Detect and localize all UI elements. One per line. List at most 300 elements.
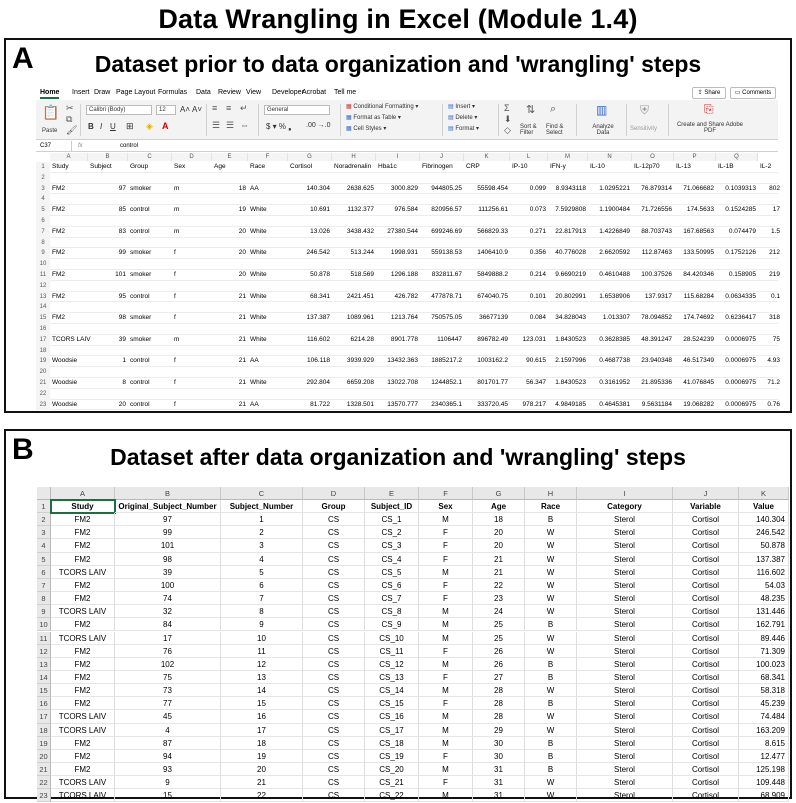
comments-button[interactable] [730, 87, 776, 99]
increase-font-icon[interactable]: A˄ [180, 105, 191, 114]
table-cell[interactable]: 137.9317 [644, 292, 672, 300]
header-cell[interactable]: Noradrenalin [334, 163, 372, 170]
table-cell[interactable]: Sterol [577, 526, 673, 539]
font-color-icon[interactable]: A [162, 121, 169, 131]
column-header[interactable]: K [739, 487, 789, 500]
table-cell[interactable]: Sterol [577, 737, 673, 750]
table-cell[interactable]: M [419, 789, 473, 802]
table-cell[interactable]: control [130, 379, 150, 386]
table-cell[interactable]: 20.802991 [555, 292, 586, 300]
table-cell[interactable]: 4 [221, 553, 303, 566]
table-cell[interactable]: 20 [473, 526, 525, 539]
column-header[interactable]: I [376, 153, 420, 161]
table-cell[interactable]: 674040.75 [477, 292, 508, 300]
row-header[interactable]: 12 [36, 281, 50, 292]
table-cell[interactable]: 1.013307 [602, 314, 630, 322]
cut-icon[interactable]: ✂ [66, 103, 74, 113]
table-cell[interactable]: Cortisol [673, 513, 739, 526]
table-cell[interactable]: control [130, 292, 150, 300]
table-cell[interactable]: 0.214 [529, 271, 546, 278]
table-cell[interactable]: 1.8430523 [555, 379, 586, 386]
row-header[interactable]: 21 [37, 763, 51, 776]
table-cell[interactable]: 1296.188 [390, 271, 418, 278]
table-cell[interactable]: 98 [118, 314, 126, 322]
table-cell[interactable]: Cortisol [673, 539, 739, 552]
header-cell[interactable]: IP-10 [512, 163, 528, 170]
column-header[interactable]: B [88, 153, 128, 161]
table-cell[interactable]: 94 [115, 750, 221, 763]
table-cell[interactable]: 131.446 [739, 605, 789, 618]
column-header[interactable]: G [473, 487, 525, 500]
sort-filter-icon[interactable]: ⇅ [526, 104, 536, 116]
table-cell[interactable]: CS_20 [365, 763, 419, 776]
ribbon-tab-insert[interactable]: Insert [72, 89, 90, 96]
table-cell[interactable]: 318 [769, 314, 780, 322]
row-header[interactable]: 10 [36, 259, 50, 270]
align-middle-icon[interactable]: ≡ [226, 103, 232, 113]
row-header[interactable]: 23 [37, 789, 51, 802]
table-cell[interactable]: 1.4226849 [599, 227, 630, 235]
table-cell[interactable]: 0.3628385 [599, 335, 630, 343]
column-header[interactable]: P [674, 153, 716, 161]
table-cell[interactable]: 6659.208 [346, 379, 374, 386]
table-cell[interactable]: CS [303, 592, 365, 605]
table-cell[interactable]: Sterol [577, 513, 673, 526]
table-cell[interactable]: Cortisol [673, 566, 739, 579]
header-cell[interactable]: Variable [673, 500, 739, 513]
table-cell[interactable]: 0.3161952 [599, 379, 630, 386]
table-cell[interactable]: FM2 [52, 271, 65, 278]
table-cell[interactable]: B [525, 658, 577, 671]
header-cell[interactable]: Study [51, 500, 115, 513]
table-cell[interactable]: smoker [130, 271, 152, 278]
table-cell[interactable]: 89.446 [739, 632, 789, 645]
align-left-icon[interactable]: ☰ [212, 120, 221, 130]
table-cell[interactable]: 2638.625 [346, 184, 374, 192]
analyze-data-label[interactable]: Analyze Data [592, 124, 614, 136]
header-cell[interactable]: Age [214, 163, 226, 170]
table-cell[interactable]: 102 [115, 658, 221, 671]
table-cell[interactable]: 246.542 [739, 526, 789, 539]
table-cell[interactable]: W [525, 579, 577, 592]
table-cell[interactable]: F [419, 579, 473, 592]
table-cell[interactable]: F [419, 697, 473, 710]
table-cell[interactable]: 0.76 [767, 400, 780, 408]
table-cell[interactable]: 16 [221, 710, 303, 723]
table-cell[interactable]: 18 [238, 184, 246, 192]
table-cell[interactable]: 28.524239 [683, 335, 714, 343]
row-header[interactable]: 4 [36, 194, 50, 205]
table-cell[interactable]: 18 [221, 737, 303, 750]
table-cell[interactable]: Sterol [577, 645, 673, 658]
table-cell[interactable]: 21 [473, 553, 525, 566]
table-cell[interactable]: W [525, 684, 577, 697]
header-cell[interactable]: IL-10 [590, 163, 605, 170]
wrap-text-icon[interactable]: ↵ [240, 103, 248, 113]
table-cell[interactable]: W [525, 632, 577, 645]
row-header[interactable]: 18 [36, 346, 50, 357]
table-cell[interactable]: 21 [238, 292, 246, 300]
column-header[interactable]: M [548, 153, 588, 161]
table-cell[interactable]: 13022.708 [387, 379, 418, 386]
ribbon-tab-page-layout[interactable]: Page Layout [116, 89, 156, 96]
table-cell[interactable]: 75 [772, 335, 780, 343]
table-cell[interactable]: 21 [221, 776, 303, 789]
table-cell[interactable]: Cortisol [673, 645, 739, 658]
table-cell[interactable]: W [525, 526, 577, 539]
row-header[interactable]: 12 [37, 645, 51, 658]
table-cell[interactable]: smoker [130, 249, 152, 257]
table-cell[interactable]: CS_6 [365, 579, 419, 592]
table-cell[interactable]: smoker [130, 335, 152, 343]
column-header[interactable]: H [332, 153, 376, 161]
underline-icon[interactable]: U [110, 122, 116, 131]
table-cell[interactable]: FM2 [51, 750, 115, 763]
table-cell[interactable]: 68.341 [310, 292, 330, 300]
table-cell[interactable]: f [174, 249, 176, 257]
table-cell[interactable]: Sterol [577, 592, 673, 605]
table-cell[interactable]: CS [303, 776, 365, 789]
column-header[interactable]: F [248, 153, 288, 161]
table-cell[interactable]: Cortisol [673, 579, 739, 592]
table-cell[interactable]: White [250, 379, 267, 386]
column-header[interactable]: N [588, 153, 632, 161]
table-cell[interactable]: CS [303, 539, 365, 552]
table-cell[interactable]: 77 [115, 697, 221, 710]
table-cell[interactable]: 21.895336 [641, 379, 672, 386]
table-cell[interactable]: M [419, 684, 473, 697]
table-cell[interactable]: 0.0006975 [725, 335, 756, 343]
table-cell[interactable]: 100.37526 [641, 271, 672, 278]
table-cell[interactable]: M [419, 658, 473, 671]
table-cell[interactable]: 1.0295221 [599, 184, 630, 192]
table-cell[interactable]: 48.235 [739, 592, 789, 605]
table-cell[interactable]: 9.5631184 [641, 400, 672, 408]
table-cell[interactable]: CS [303, 789, 365, 802]
table-cell[interactable]: Sterol [577, 605, 673, 618]
table-cell[interactable]: FM2 [52, 206, 65, 214]
table-cell[interactable]: 1213.764 [390, 314, 418, 322]
table-cell[interactable]: 76 [115, 645, 221, 658]
table-cell[interactable]: Sterol [577, 789, 673, 802]
table-cell[interactable]: F [419, 592, 473, 605]
table-cell[interactable]: M [419, 566, 473, 579]
column-header[interactable]: I [577, 487, 673, 500]
table-cell[interactable]: White [250, 227, 267, 235]
table-cell[interactable]: 162.791 [739, 618, 789, 631]
table-cell[interactable]: 0.1039313 [725, 184, 756, 192]
row-header[interactable]: 9 [37, 605, 51, 618]
table-cell[interactable]: CS [303, 724, 365, 737]
table-cell[interactable]: Sterol [577, 750, 673, 763]
table-cell[interactable]: 0.158905 [728, 271, 756, 278]
font-size-select[interactable]: 12 [156, 105, 176, 115]
table-cell[interactable]: 25 [473, 618, 525, 631]
ribbon-tab-developer[interactable]: Developer [272, 89, 304, 96]
table-cell[interactable]: 32 [115, 605, 221, 618]
table-cell[interactable]: M [419, 605, 473, 618]
sensitivity-icon[interactable]: ⛨ [640, 103, 650, 117]
table-cell[interactable]: 115.68284 [683, 292, 714, 300]
table-cell[interactable]: White [250, 292, 267, 300]
table-cell[interactable]: 58.318 [739, 684, 789, 697]
table-cell[interactable]: m [174, 206, 180, 214]
table-cell[interactable]: 6 [221, 579, 303, 592]
table-cell[interactable]: 0.6236417 [725, 314, 756, 322]
table-cell[interactable]: Cortisol [673, 618, 739, 631]
table-cell[interactable]: 31 [473, 789, 525, 802]
table-cell[interactable]: 832811.67 [431, 271, 462, 278]
table-cell[interactable]: 0.356 [529, 249, 546, 257]
table-cell[interactable]: Cortisol [673, 605, 739, 618]
row-header[interactable]: 19 [36, 356, 50, 367]
table-cell[interactable]: 23 [473, 592, 525, 605]
table-cell[interactable]: CS_3 [365, 539, 419, 552]
table-cell[interactable]: 0.1524285 [725, 206, 756, 214]
table-cell[interactable]: 896782.49 [477, 335, 508, 343]
table-cell[interactable]: B [525, 513, 577, 526]
table-cell[interactable]: 1.5 [770, 227, 780, 235]
table-cell[interactable]: F [419, 645, 473, 658]
table-cell[interactable]: 802 [769, 184, 780, 192]
table-cell[interactable]: 1.6538906 [599, 292, 630, 300]
row-header[interactable]: 11 [36, 270, 50, 281]
table-cell[interactable]: 566829.33 [477, 227, 508, 235]
row-header[interactable]: 22 [36, 389, 50, 400]
table-cell[interactable]: White [250, 335, 267, 343]
table-cell[interactable]: 109.448 [739, 776, 789, 789]
table-cell[interactable]: 81.722 [310, 400, 330, 408]
table-cell[interactable]: 9 [115, 776, 221, 789]
ribbon-tab-review[interactable]: Review [218, 89, 241, 96]
table-cell[interactable]: Sterol [577, 763, 673, 776]
table-cell[interactable]: 6214.28 [350, 335, 374, 343]
table-cell[interactable]: CS [303, 632, 365, 645]
table-cell[interactable]: Cortisol [673, 671, 739, 684]
table-cell[interactable]: 27380.544 [387, 227, 418, 235]
row-header[interactable]: 11 [37, 632, 51, 645]
table-cell[interactable]: 1 [122, 357, 126, 365]
table-cell[interactable]: TCORS LAIV [51, 605, 115, 618]
table-cell[interactable]: CS [303, 579, 365, 592]
table-cell[interactable]: Sterol [577, 553, 673, 566]
copy-icon[interactable]: ⧉ [66, 114, 73, 124]
table-cell[interactable]: 0.1 [770, 292, 780, 300]
table-cell[interactable]: 944805.25 [431, 184, 462, 192]
row-header[interactable]: 6 [37, 566, 51, 579]
row-header[interactable]: 3 [37, 526, 51, 539]
table-cell[interactable]: CS [303, 526, 365, 539]
table-cell[interactable]: White [250, 206, 267, 214]
header-cell[interactable]: Study [52, 163, 69, 170]
table-cell[interactable]: Cortisol [673, 776, 739, 789]
table-cell[interactable]: 333720.45 [477, 400, 508, 408]
table-cell[interactable]: Cortisol [673, 750, 739, 763]
table-cell[interactable]: W [525, 553, 577, 566]
table-cell[interactable]: m [174, 227, 180, 235]
table-cell[interactable]: 39 [118, 335, 126, 343]
table-cell[interactable]: FM2 [51, 526, 115, 539]
table-cell[interactable]: Cortisol [673, 658, 739, 671]
table-cell[interactable]: W [525, 724, 577, 737]
table-cell[interactable]: Sterol [577, 710, 673, 723]
find-select-icon[interactable]: ⌕ [550, 103, 557, 115]
table-cell[interactable]: W [525, 605, 577, 618]
header-cell[interactable]: Group [303, 500, 365, 513]
row-header[interactable]: 17 [36, 335, 50, 346]
header-cell[interactable]: IFN-y [550, 163, 566, 170]
table-cell[interactable]: Cortisol [673, 632, 739, 645]
table-cell[interactable]: 137.387 [306, 314, 330, 322]
table-cell[interactable]: 20 [238, 249, 246, 257]
table-cell[interactable]: Cortisol [673, 710, 739, 723]
table-cell[interactable]: 125.198 [739, 763, 789, 776]
table-cell[interactable]: 71.726556 [641, 206, 672, 214]
ribbon-tab-formulas[interactable]: Formulas [158, 89, 188, 96]
sort-filter-label[interactable]: Sort & Filter [520, 124, 537, 136]
table-cell[interactable]: FM2 [51, 579, 115, 592]
table-cell[interactable]: W [525, 710, 577, 723]
format-as-table-button[interactable]: ▦ Format as Table ▾ [346, 115, 401, 121]
table-cell[interactable]: W [525, 566, 577, 579]
table-cell[interactable]: 27 [473, 671, 525, 684]
column-header[interactable]: F [419, 487, 473, 500]
column-header[interactable]: B [115, 487, 221, 500]
table-cell[interactable]: B [525, 737, 577, 750]
table-cell[interactable]: 20 [221, 763, 303, 776]
table-cell[interactable]: 116.602 [739, 566, 789, 579]
table-cell[interactable]: 23.940348 [641, 357, 672, 365]
row-header[interactable]: 21 [36, 378, 50, 389]
table-cell[interactable]: FM2 [51, 553, 115, 566]
table-cell[interactable]: 1089.961 [346, 314, 374, 322]
table-cell[interactable]: CS_18 [365, 737, 419, 750]
table-cell[interactable]: Woodsie [52, 400, 78, 408]
table-cell[interactable]: 699246.69 [431, 227, 462, 235]
table-cell[interactable]: Woodsie [52, 379, 78, 386]
table-cell[interactable]: 71.309 [739, 645, 789, 658]
font-name-select[interactable]: Calibri (Body) [86, 105, 152, 115]
table-cell[interactable]: 1244852.1 [431, 379, 462, 386]
table-cell[interactable]: 85 [118, 206, 126, 214]
table-cell[interactable]: 801701.77 [477, 379, 508, 386]
column-header[interactable]: L [510, 153, 548, 161]
table-cell[interactable]: 21 [473, 566, 525, 579]
table-cell[interactable]: 78.094852 [641, 314, 672, 322]
table-cell[interactable]: f [174, 400, 176, 408]
header-cell[interactable]: Sex [174, 163, 186, 170]
formula-input[interactable]: control [120, 143, 139, 149]
table-cell[interactable]: TCORS LAIV [51, 566, 115, 579]
header-cell[interactable]: Cortisol [290, 163, 313, 170]
name-box[interactable]: C37 [38, 141, 72, 151]
table-cell[interactable]: B [525, 671, 577, 684]
table-cell[interactable]: 48.391247 [641, 335, 672, 343]
table-cell[interactable]: CS_11 [365, 645, 419, 658]
table-cell[interactable]: 21 [238, 314, 246, 322]
table-cell[interactable]: m [174, 184, 180, 192]
table-cell[interactable]: 8 [122, 379, 126, 386]
column-header[interactable]: J [420, 153, 464, 161]
table-cell[interactable]: 90.615 [526, 357, 546, 365]
table-cell[interactable]: control [130, 206, 150, 214]
table-cell[interactable]: 84 [115, 618, 221, 631]
insert-button[interactable]: ▤ Insert ▾ [448, 104, 476, 110]
table-cell[interactable]: 83 [118, 227, 126, 235]
table-cell[interactable]: TCORS LAIV [51, 724, 115, 737]
table-cell[interactable]: Cortisol [673, 737, 739, 750]
header-cell[interactable]: Original_Subject_Number [115, 500, 221, 513]
table-cell[interactable]: 1998.931 [390, 249, 418, 257]
table-cell[interactable]: 20 [238, 227, 246, 235]
table-cell[interactable]: f [174, 357, 176, 365]
row-header[interactable]: 22 [37, 776, 51, 789]
table-cell[interactable]: 55598.454 [477, 184, 508, 192]
table-cell[interactable]: 15 [115, 789, 221, 802]
table-cell[interactable]: Cortisol [673, 592, 739, 605]
table-cell[interactable]: 41.076845 [683, 379, 714, 386]
table-cell[interactable]: m [174, 335, 180, 343]
table-cell[interactable]: TCORS LAIV [51, 710, 115, 723]
column-header[interactable]: G [288, 153, 332, 161]
find-select-label[interactable]: Find & Select [546, 124, 564, 136]
ribbon-tab-home[interactable]: Home [40, 89, 59, 99]
table-cell[interactable]: 100.023 [739, 658, 789, 671]
conditional-formatting-button[interactable]: ▦ Conditional Formatting ▾ [346, 104, 419, 110]
table-cell[interactable]: 31 [473, 763, 525, 776]
table-cell[interactable]: 0.4610488 [599, 271, 630, 278]
table-cell[interactable]: Cortisol [673, 763, 739, 776]
align-top-icon[interactable]: ≡ [212, 103, 218, 113]
table-cell[interactable]: CS_13 [365, 671, 419, 684]
table-cell[interactable]: Cortisol [673, 684, 739, 697]
table-cell[interactable]: 74.484 [739, 710, 789, 723]
table-cell[interactable]: CS_17 [365, 724, 419, 737]
table-cell[interactable]: 73 [115, 684, 221, 697]
table-cell[interactable]: 50.878 [310, 271, 330, 278]
table-cell[interactable]: FM2 [51, 513, 115, 526]
row-header[interactable]: 8 [37, 592, 51, 605]
cell-styles-button[interactable]: ▦ Cell Styles ▾ [346, 126, 387, 132]
column-header[interactable]: J [673, 487, 739, 500]
table-cell[interactable]: CS_15 [365, 697, 419, 710]
row-header[interactable]: 10 [37, 618, 51, 631]
table-cell[interactable]: 21 [238, 400, 246, 408]
table-cell[interactable]: 137.387 [739, 553, 789, 566]
column-header[interactable]: O [632, 153, 674, 161]
table-cell[interactable]: 477878.71 [431, 292, 462, 300]
table-cell[interactable]: CS [303, 671, 365, 684]
table-cell[interactable]: B [525, 618, 577, 631]
table-cell[interactable]: 84.420346 [683, 271, 714, 278]
table-cell[interactable]: Sterol [577, 579, 673, 592]
table-cell[interactable]: 4.9849185 [555, 400, 586, 408]
table-cell[interactable]: Woodsie [52, 357, 78, 365]
table-cell[interactable]: 9 [221, 618, 303, 631]
header-cell[interactable]: IL-12p70 [634, 163, 660, 170]
table-cell[interactable]: 513.244 [350, 249, 374, 257]
table-cell[interactable]: FM2 [52, 249, 65, 257]
table-cell[interactable]: F [419, 750, 473, 763]
column-header[interactable]: A [51, 487, 115, 500]
analyze-data-icon[interactable]: ▥ [596, 103, 608, 117]
table-cell[interactable]: 25 [473, 632, 525, 645]
table-cell[interactable]: 20 [118, 400, 126, 408]
table-cell[interactable]: 2.6620592 [599, 249, 630, 257]
table-cell[interactable]: W [525, 645, 577, 658]
table-cell[interactable]: 0.0006975 [725, 379, 756, 386]
table-cell[interactable]: control [130, 400, 150, 408]
